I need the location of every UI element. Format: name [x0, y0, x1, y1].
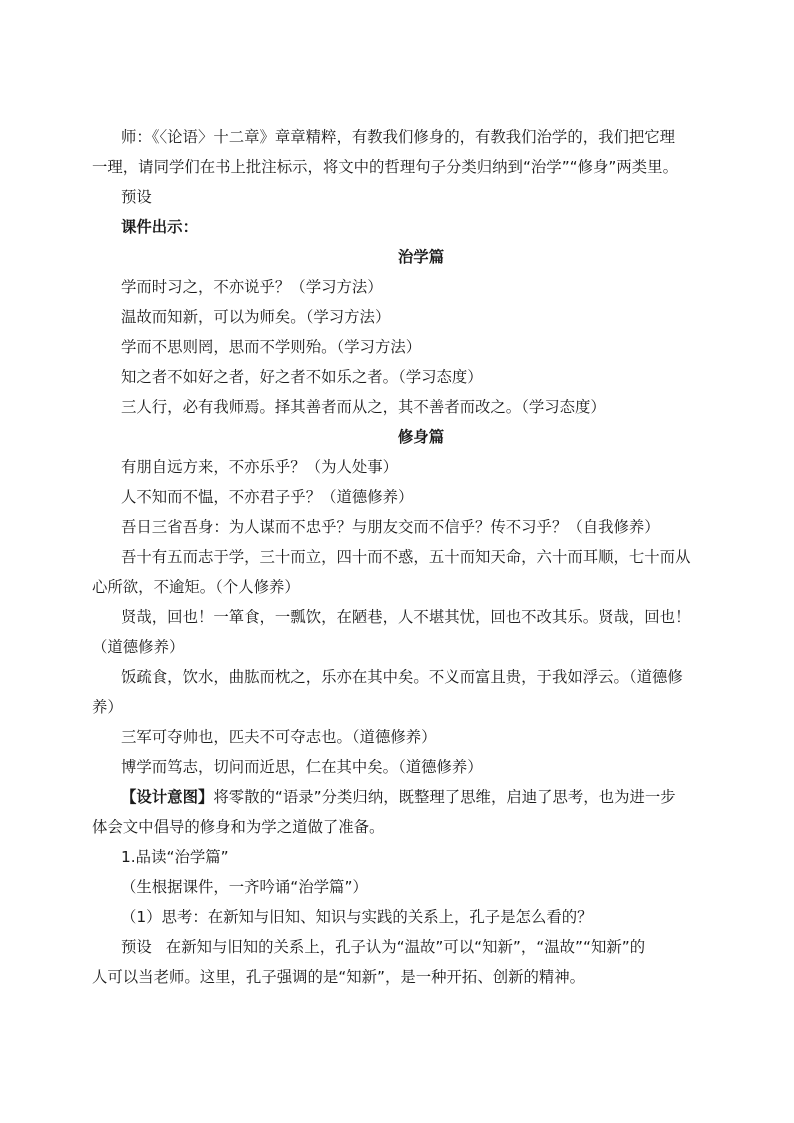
text-line: 1.品读“治学篇”: [121, 848, 229, 866]
text-line: 吾日三省吾身：为人谋而不忠乎？与朋友交而不信乎？传不习乎？（自我修养）: [121, 518, 660, 536]
text-line: 有朋自远方来，不亦乐乎？（为人处事）: [121, 458, 399, 476]
text-line: 预设: [121, 188, 152, 206]
preset-continuation: 人可以当老师。这里，孔子强调的是“知新”，是一种开拓、创新的精神。: [92, 968, 586, 986]
text-line: 贤哉，回也！一箪食，一瓢饮，在陋巷，人不堪其忧，回也不改其乐。贤哉，回也！: [121, 608, 691, 626]
document-lines: [92, 122, 721, 782]
design-intent-text: 将零散的“语录”分类归纳，既整理了思维，启迪了思考，也为进一步: [213, 788, 676, 806]
text-line: 养）: [92, 698, 123, 716]
design-intent-continuation: 体会文中倡导的修身和为学之道做了准备。: [92, 818, 385, 836]
text-line: 三人行，必有我师焉。择其善者而从之，其不善者而改之。（学习态度）: [121, 398, 606, 416]
preset-paragraph: [121, 932, 721, 962]
preset-label: 预设: [121, 938, 152, 956]
text-line: 修身篇: [397, 428, 445, 446]
text-line: 博学而笃志，切问而近思，仁在其中矣。（道德修养）: [121, 758, 483, 776]
text-line: （生根据课件，一齐吟诵“治学篇”）: [121, 878, 368, 896]
text-line: 一理，请同学们在书上批注标示，将文中的哲理句子分类归纳到“治学”“修身”两类里。: [92, 158, 678, 176]
text-line: 饭疏食，饮水，曲肱而枕之，乐亦在其中矣。不义而富且贵，于我如浮云。（道德修: [121, 668, 683, 686]
text-line: （1）思考：在新知与旧知、知识与实践的关系上，孔子是怎么看的？: [121, 908, 593, 926]
text-line: 温故而知新，可以为师矣。（学习方法）: [121, 308, 391, 326]
design-intent-paragraph: [121, 782, 721, 812]
text-line: 治学篇: [397, 248, 445, 266]
design-intent-label: 【设计意图】: [121, 788, 214, 806]
text-line: 三军可夺帅也，匹夫不可夺志也。（道德修养）: [121, 728, 437, 746]
text-line: 心所欲，不逾矩。（个人修养）: [92, 578, 300, 596]
document-body: [92, 122, 721, 992]
text-line: 人不知而不愠，不亦君子乎？（道德修养）: [121, 488, 414, 506]
text-line: （道德修养）: [92, 638, 185, 656]
text-line: 知之者不如好之者，好之者不如乐之者。（学习态度）: [121, 368, 483, 386]
preset-text: 在新知与旧知的关系上，孔子认为“温故”可以“知新”，“温故”“知新”的: [165, 938, 646, 956]
text-line: 学而不思则罔，思而不学则殆。（学习方法）: [121, 338, 422, 356]
tail-lines: [121, 842, 721, 932]
text-line: 学而时习之，不亦说乎？（学习方法）: [121, 278, 383, 296]
text-line: 师：《〈论语〉十二章》章章精粹，有教我们修身的，有教我们治学的，我们把它理: [121, 128, 676, 146]
text-line: 课件出示：: [121, 218, 198, 236]
text-line: 吾十有五而志于学，三十而立，四十而不惑，五十而知天命，六十而耳顺，七十而从: [121, 548, 691, 566]
